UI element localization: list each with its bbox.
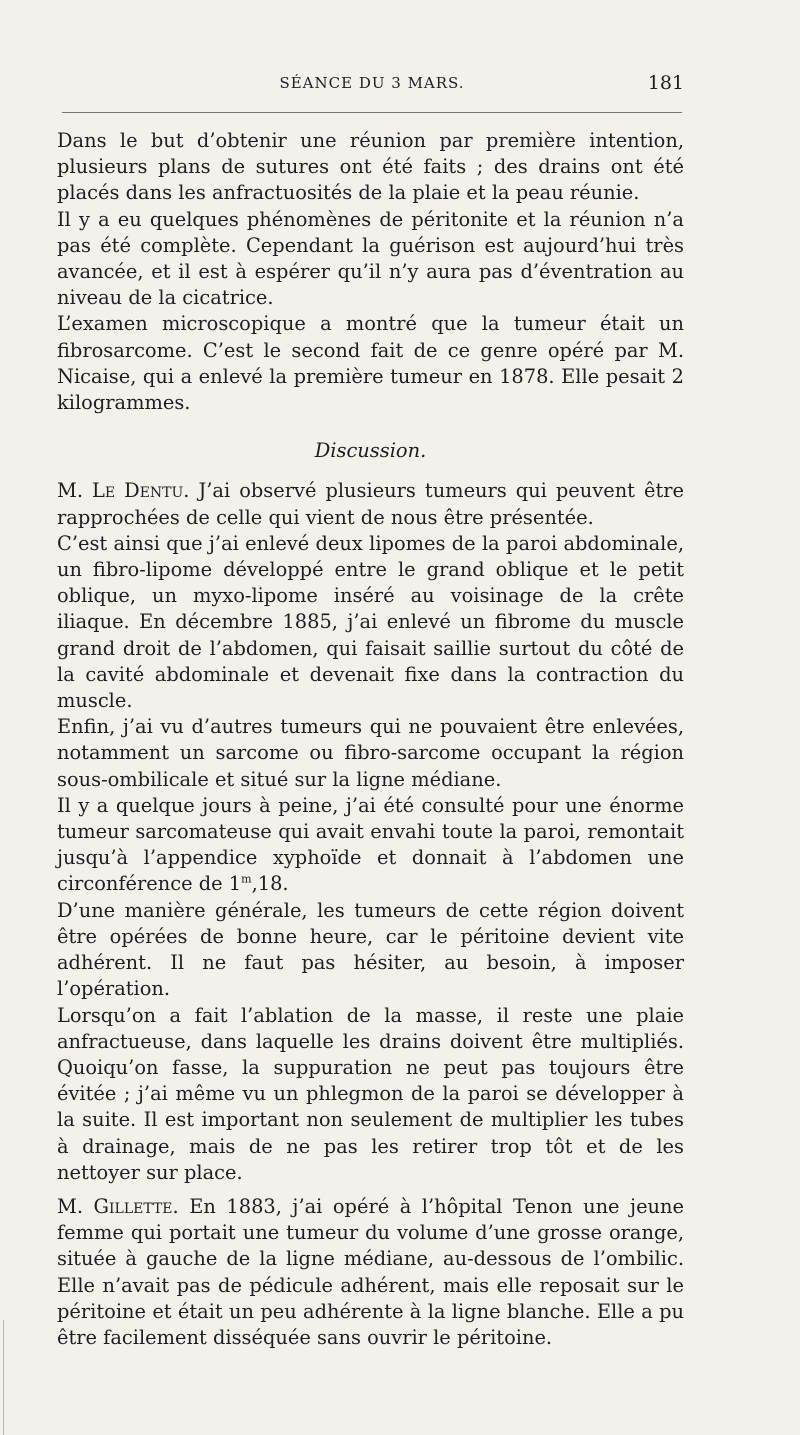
paragraph-10-text: En 1883, j’ai opéré à l’hôpital Tenon une jeune femme qui portait une tumeur du volume d’une grosse orange, située à gauche de la ligne médiane, au-dessous de l’ombilic. Elle n’avait pas de pédicule adhérent, mais elle reposait sur le péritoine et était un peu adhérente à la ligne blanche. Elle a pu être facilement disséquée sans ouvrir le péritoine. xyxy=(57,1194,684,1349)
paragraph-2: Il y a eu quelques phénomènes de péritonite et la réunion n’a pas été complète. Cependant la guérison est aujourd’hui très avancée, et il est à espérer qu’il n’y aura pas d’éventration au niveau de la cicatrice. xyxy=(57,207,684,310)
paragraph-10 xyxy=(57,1194,684,1351)
paragraph-gap xyxy=(57,1186,684,1194)
body-text xyxy=(57,128,684,1351)
paragraph-8: D’une manière générale, les tumeurs de cette région doivent être opérées de bonne heure, car le péritoine devient vite adhérent. Il ne faut pas hésiter, au besoin, à imposer l’opération. xyxy=(57,898,684,1001)
header-rule xyxy=(62,112,682,113)
paragraph-4 xyxy=(57,478,684,530)
paragraph-1: Dans le but d’obtenir une réunion par première intention, plusieurs plans de sutures ont été faits ; des drains ont été placés dans les anfractuosités de la plaie et la peau réunie. xyxy=(57,129,684,205)
paragraph-6: Enfin, j’ai vu d’autres tumeurs qui ne pouvaient être enlevées, notamment un sarcome ou fibro-sarcome occupant la région sous-ombilicale et situé sur la ligne médiane. xyxy=(57,715,684,791)
paragraph-7 xyxy=(57,793,684,898)
paragraph-4-text: J’ai observé plusieurs tumeurs qui peuvent être rapprochées de celle qui vient de nous être présentée. xyxy=(57,479,685,529)
paragraph-7-text: Il y a quelque jours à peine, j’ai été consulté pour une énorme tumeur sarcomateuse qui avait envahi toute la paroi, remontait jusqu’à l’appendice xyphoïde et donnait à l’abdomen une circonférence de 1 xyxy=(57,793,684,896)
running-head xyxy=(60,74,684,100)
paragraph-5: C’est ainsi que j’ai enlevé deux lipomes de la paroi abdominale, un fibro-lipome développé entre le grand oblique et le petit oblique, un myxo-lipome inséré au voisinage de la crête iliaque. En décembre 1885, j’ai enlevé un fibrome du muscle grand droit de l’abdomen, qui faisait saillie surtout du côté de la cavité abdominale et devenait fixe dans la contraction du muscle. xyxy=(57,531,684,713)
speaker-le-dentu: M. Le Dentu. xyxy=(57,479,190,503)
section-heading: Discussion. xyxy=(314,439,427,463)
superscript-m: m xyxy=(241,873,252,887)
paragraph-3: L’examen microscopique a montré que la tumeur était un fibrosarcome. C’est le second fait de ce genre opéré par M. Nicaise, qui a enlevé la première tumeur en 1878. Elle pesait 2 kilogrammes. xyxy=(57,312,684,415)
running-title: SÉANCE DU 3 MARS. xyxy=(279,74,465,92)
paragraph-7-end: ,18. xyxy=(251,872,289,896)
page-edge-line xyxy=(3,1320,4,1435)
speaker-gillette: M. Gillette. xyxy=(57,1194,179,1218)
paragraph-9: Lorsqu’on a fait l’ablation de la masse, il reste une plaie anfractueuse, dans laquelle les drains doivent être multipliés. Quoiqu’on fasse, la suppuration ne peut pas toujours être évitée ; j’ai même vu un phlegmon de la paroi se développer à la suite. Il est important non seulement de multiplier les tubes à drainage, mais de ne pas les retirer trop tôt et de les nettoyer sur place. xyxy=(57,1003,684,1184)
page-number: 181 xyxy=(647,72,684,94)
